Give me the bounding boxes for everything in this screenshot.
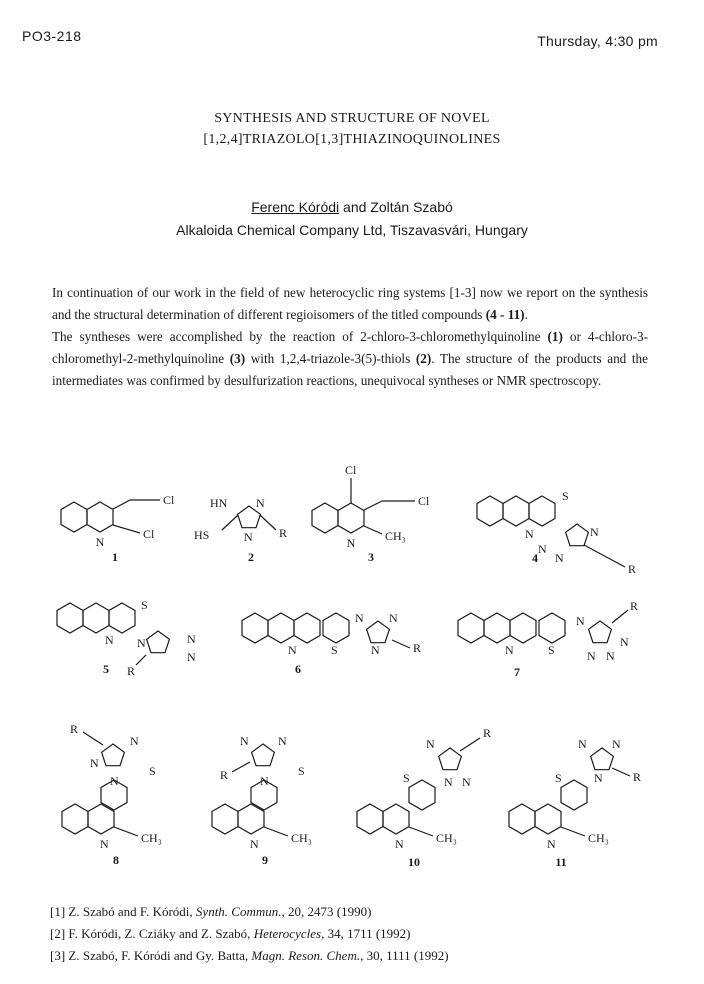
compound-label-6: 6 xyxy=(295,662,301,676)
ring-triazole xyxy=(439,748,462,770)
compound-label-1: 1 xyxy=(112,550,118,564)
atom-n: N xyxy=(590,525,599,539)
structure-7 xyxy=(458,599,638,679)
session-time: Thursday, 4:30 pm xyxy=(537,33,658,49)
abstract-body xyxy=(52,282,648,392)
reference-item xyxy=(50,901,449,923)
atom-n: N xyxy=(187,650,196,664)
ring-triazole xyxy=(367,621,390,643)
compound-label-4: 4 xyxy=(532,551,538,565)
ring-pyridine xyxy=(83,603,109,633)
atom-n: N xyxy=(444,775,453,789)
ring-pyridine xyxy=(383,804,409,834)
atom-cl: Cl xyxy=(345,463,357,477)
ring-benzo xyxy=(61,502,87,532)
atom-n: N xyxy=(346,536,356,550)
ring-benzo xyxy=(62,804,88,834)
title-line-2: [1,2,4]TRIAZOLO[1,3]THIAZINOQUINOLINES xyxy=(203,132,501,147)
atom-n: N xyxy=(395,837,404,851)
coauthor: Zoltán Szabó xyxy=(370,199,453,215)
compound-label-7: 7 xyxy=(514,665,520,679)
abstract-text: The syntheses were accomplished by the reaction of 2-chloro-3-chloromethylquinoline xyxy=(52,329,548,344)
atom-n: N xyxy=(555,551,564,565)
compound-label-5: 5 xyxy=(103,662,109,676)
ring-thiazine xyxy=(561,780,587,810)
atom-s: S xyxy=(149,764,156,778)
structure-11 xyxy=(509,737,641,869)
ring-thiazine xyxy=(294,613,320,643)
atom-n: N xyxy=(462,775,471,789)
ring-triazole xyxy=(591,748,614,770)
atom-n: N xyxy=(244,530,253,544)
atom-n: N xyxy=(371,643,380,657)
atom-s: S xyxy=(403,771,410,785)
atom-r: R xyxy=(279,526,288,540)
methyl-group: CH₃ xyxy=(291,831,312,845)
atom-hs: HS xyxy=(194,528,210,542)
atom-n: N xyxy=(90,756,99,770)
ring-benzo xyxy=(509,804,535,834)
compound-ref: (4 - 11) xyxy=(485,307,525,322)
atom-n: N xyxy=(620,635,629,649)
ring-triazole xyxy=(147,631,170,653)
structure-8 xyxy=(62,722,162,867)
ring-benzo xyxy=(57,603,83,633)
reference-details: , 30, 1111 (1992) xyxy=(360,948,449,963)
reference-number: [2] xyxy=(50,926,66,941)
ring-benzo xyxy=(212,804,238,834)
atom-r: R xyxy=(628,562,637,576)
structure-10 xyxy=(357,726,491,869)
reference-item xyxy=(50,923,449,945)
atom-n: N xyxy=(95,535,105,549)
atom-s: S xyxy=(562,489,569,503)
reference-authors: Z. Szabó, F. Kóródi and Gy. Batta, xyxy=(68,948,252,963)
ring-benzo xyxy=(312,503,338,533)
compound-label-9: 9 xyxy=(262,853,268,867)
abstract-text: . xyxy=(524,307,528,322)
presenting-author: Ferenc Kóródi xyxy=(251,199,340,215)
atom-n: N xyxy=(538,542,547,556)
atom-n: N xyxy=(587,649,596,663)
atom-n: N xyxy=(256,496,265,510)
reference-details: , 34, 1711 (1992) xyxy=(321,926,411,941)
chemical-structures xyxy=(0,450,704,890)
reference-authors: F. Kóródi, Z. Cziáky and Z. Szabó, xyxy=(68,926,254,941)
atom-s: S xyxy=(298,764,305,778)
methyl-group: CH₃ xyxy=(588,831,609,845)
atom-n: N xyxy=(576,614,585,628)
atom-s: S xyxy=(555,771,562,785)
paper-title xyxy=(0,108,704,150)
compound-label-3: 3 xyxy=(368,550,374,564)
methyl-group: CH₃ xyxy=(385,529,406,543)
ring-pyridine xyxy=(484,613,510,643)
ring-pyridine xyxy=(535,804,561,834)
atom-hn: HN xyxy=(210,496,228,510)
atom-n: N xyxy=(612,737,621,751)
atom-n: N xyxy=(130,734,139,748)
structure-3 xyxy=(312,463,430,564)
atom-n: N xyxy=(578,737,587,751)
compound-ref: (1) xyxy=(547,329,563,344)
methyl-group: CH₃ xyxy=(141,831,162,845)
ring-benzo xyxy=(477,496,503,526)
reference-authors: Z. Szabó and F. Kóródi, xyxy=(68,904,196,919)
methyl-group: CH₃ xyxy=(436,831,457,845)
title-line-1: SYNTHESIS AND STRUCTURE OF NOVEL xyxy=(214,111,490,126)
abstract-text: In continuation of our work in the field of new heterocyclic ring systems [1-3] now we report on the synthesis and the structural determination of different regioisomers of the titled compounds xyxy=(52,285,648,322)
structure-4 xyxy=(477,489,636,576)
compound-label-11: 11 xyxy=(555,855,567,869)
atom-n: N xyxy=(110,774,119,788)
author-connector: and xyxy=(339,199,371,215)
atom-r: R xyxy=(630,599,639,613)
reference-number: [3] xyxy=(50,948,66,963)
atom-r: R xyxy=(483,726,492,740)
abstract-text: or 4-chloro-3-chloromethyl-2-methylquinoline xyxy=(52,329,648,366)
reference-journal: Heterocycles xyxy=(253,926,322,941)
ring-triazole xyxy=(252,744,275,766)
atom-r: R xyxy=(633,770,642,784)
reference-number: [1] xyxy=(50,904,66,919)
affiliation: Alkaloida Chemical Company Ltd, Tiszavasvári, Hungary xyxy=(176,222,528,238)
compound-ref: (3) xyxy=(229,351,246,366)
ring-pyridine xyxy=(238,804,264,834)
atom-n: N xyxy=(606,649,615,663)
atom-n: N xyxy=(105,633,114,647)
atom-n: N xyxy=(288,643,297,657)
ring-benzo xyxy=(458,613,484,643)
atom-n: N xyxy=(547,837,556,851)
ring-pyridine xyxy=(268,613,294,643)
ring-pyridine xyxy=(503,496,529,526)
atom-n: N xyxy=(389,611,398,625)
ring-connector xyxy=(323,613,349,643)
ring-thiazine xyxy=(510,613,536,643)
references xyxy=(50,901,449,967)
atom-r: R xyxy=(220,768,229,782)
ring-connector xyxy=(539,613,565,643)
atom-n: N xyxy=(594,771,603,785)
ring-triazole xyxy=(589,621,612,643)
author-block xyxy=(0,196,704,242)
structure-6 xyxy=(242,611,421,676)
compound-label-8: 8 xyxy=(113,853,119,867)
reference-journal: Synth. Commun. xyxy=(195,904,282,919)
atom-n: N xyxy=(426,737,435,751)
abstract-text: with 1,2,4-triazole-3(5)-thiols xyxy=(245,351,416,366)
reference-item xyxy=(50,945,449,967)
atom-n: N xyxy=(250,837,259,851)
atom-n: N xyxy=(278,734,287,748)
ring-triazole xyxy=(102,744,125,766)
atom-n: N xyxy=(525,527,534,541)
atom-s: S xyxy=(141,598,148,612)
ring-benzo xyxy=(357,804,383,834)
ring-thiazine xyxy=(409,780,435,810)
reference-journal: Magn. Reson. Chem. xyxy=(251,948,361,963)
atom-cl: Cl xyxy=(163,493,175,507)
ring-pyridine xyxy=(338,503,364,533)
atom-n: N xyxy=(505,643,514,657)
compound-label-2: 2 xyxy=(248,550,254,564)
ring-pyridine xyxy=(88,804,114,834)
abstract-code: PO3-218 xyxy=(22,28,82,44)
ring-triazole xyxy=(566,524,589,546)
structure-9 xyxy=(212,734,312,867)
compound-ref: (2) xyxy=(415,351,432,366)
ring-pyridine xyxy=(87,502,113,532)
abstract-paragraph-1 xyxy=(52,282,648,326)
abstract-text: . The structure of the products and the intermediates was confirmed by desulfurization reactions, unequivocal syntheses or NMR spectroscopy. xyxy=(52,351,648,388)
author-line xyxy=(0,196,704,219)
atom-cl: Cl xyxy=(143,527,155,541)
ring-thiazine xyxy=(109,603,135,633)
compound-label-10: 10 xyxy=(408,855,420,869)
structure-1 xyxy=(61,493,175,564)
atom-n: N xyxy=(187,632,196,646)
reference-details: , 20, 2473 (1990) xyxy=(281,904,372,919)
structure-5 xyxy=(57,598,196,678)
atom-cl: Cl xyxy=(418,494,430,508)
atom-n: N xyxy=(240,734,249,748)
atom-r: R xyxy=(127,664,136,678)
abstract-paragraph-2 xyxy=(52,326,648,392)
atom-n: N xyxy=(355,611,364,625)
atom-n: N xyxy=(137,636,146,650)
atom-n: N xyxy=(260,774,269,788)
atom-r: R xyxy=(413,641,422,655)
atom-r: R xyxy=(70,722,79,736)
structure-2 xyxy=(194,496,287,564)
atom-s: S xyxy=(331,643,338,657)
atom-s: S xyxy=(548,643,555,657)
ring-benzo xyxy=(242,613,268,643)
atom-n: N xyxy=(100,837,109,851)
ring-thiazine xyxy=(529,496,555,526)
